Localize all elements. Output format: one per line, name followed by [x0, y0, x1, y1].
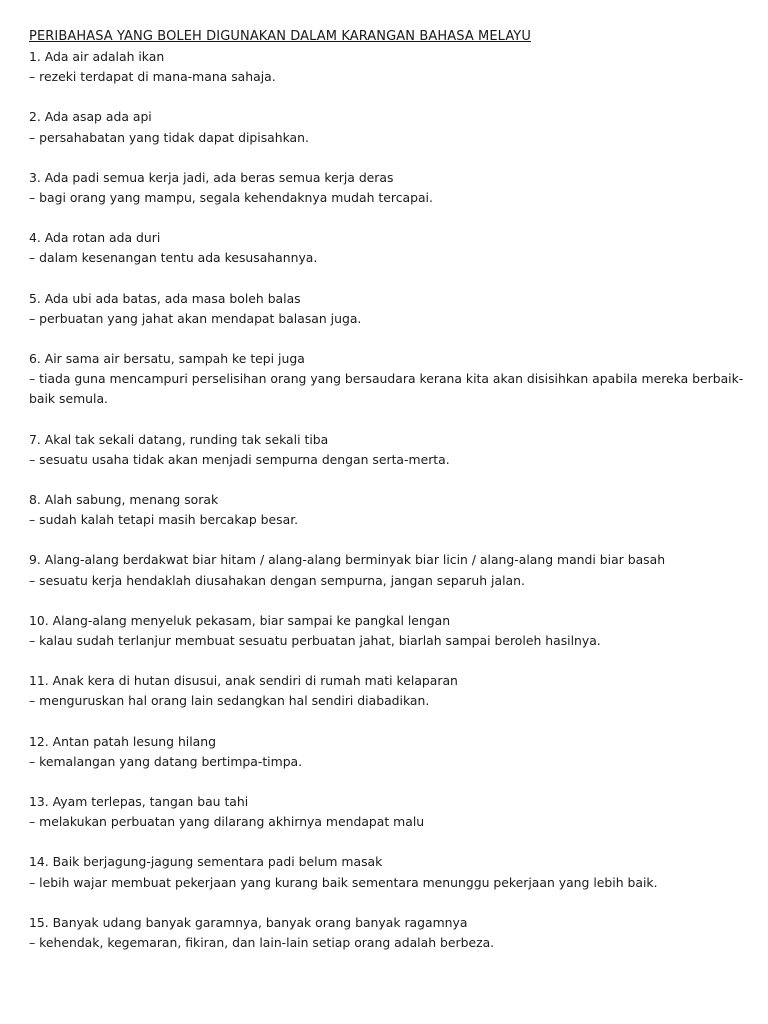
- proverb-entry: [29, 550, 749, 590]
- proverb-entry: [29, 430, 749, 470]
- proverb-meaning: – perbuatan yang jahat akan mendapat balasan juga.: [29, 310, 362, 326]
- proverb-text: 9. Alang-alang berdakwat biar hitam / alang-alang berminyak biar licin / alang-alang mandi biar basah: [29, 552, 666, 568]
- proverb-entry: [29, 913, 749, 953]
- proverb-meaning: – sesuatu usaha tidak akan menjadi sempurna dengan serta-merta.: [29, 451, 450, 467]
- proverb-meaning: – bagi orang yang mampu, segala kehendaknya mudah tercapai.: [29, 190, 433, 206]
- proverb-text: 2. Ada asap ada api: [29, 109, 152, 125]
- document-title: PERIBAHASA YANG BOLEH DIGUNAKAN DALAM KARANGAN BAHASA MELAYU: [29, 29, 531, 44]
- proverb-meaning: – dalam kesenangan tentu ada kesusahannya.: [29, 250, 318, 266]
- proverb-meaning: – melakukan perbuatan yang dilarang akhirnya mendapat malu: [29, 814, 425, 830]
- proverb-meaning: – persahabatan yang tidak dapat dipisahkan.: [29, 129, 309, 145]
- proverb-text: 7. Akal tak sekali datang, runding tak sekali tiba: [29, 431, 329, 447]
- proverb-meaning: – kemalangan yang datang bertimpa-timpa.: [29, 753, 303, 769]
- proverb-text: 4. Ada rotan ada duri: [29, 230, 161, 246]
- proverb-meaning: – sesuatu kerja hendaklah diusahakan dengan sempurna, jangan separuh jalan.: [29, 572, 525, 588]
- proverb-entry: [29, 732, 749, 772]
- proverb-entry: [29, 611, 749, 651]
- proverb-entry: [29, 47, 749, 87]
- proverb-meaning: – kalau sudah terlanjur membuat sesuatu perbuatan jahat, biarlah sampai beroleh hasilnya.: [29, 633, 601, 649]
- proverb-entry: [29, 852, 749, 892]
- proverb-text: 5. Ada ubi ada batas, ada masa boleh balas: [29, 290, 301, 306]
- proverb-text: 6. Air sama air bersatu, sampah ke tepi juga: [29, 351, 305, 367]
- document-page: [29, 27, 749, 973]
- proverb-entry: [29, 349, 749, 410]
- proverb-entry: [29, 289, 749, 329]
- proverb-meaning: – sudah kalah tetapi masih bercakap besar.: [29, 512, 299, 528]
- proverb-entry: [29, 107, 749, 147]
- proverb-text: 11. Anak kera di hutan disusui, anak sendiri di rumah mati kelaparan: [29, 673, 458, 689]
- proverb-entry: [29, 671, 749, 711]
- proverb-meaning: – menguruskan hal orang lain sedangkan hal sendiri diabadikan.: [29, 693, 430, 709]
- proverb-text: 10. Alang-alang menyeluk pekasam, biar sampai ke pangkal lengan: [29, 612, 451, 628]
- proverb-list: [29, 47, 749, 953]
- proverb-text: 14. Baik berjagung-jagung sementara padi belum masak: [29, 854, 383, 870]
- proverb-text: 1. Ada air adalah ikan: [29, 49, 165, 64]
- proverb-text: 8. Alah sabung, menang sorak: [29, 492, 219, 508]
- proverb-meaning: – kehendak, kegemaran, fikiran, dan lain-lain setiap orang adalah berbeza.: [29, 935, 495, 951]
- proverb-text: 12. Antan patah lesung hilang: [29, 733, 216, 749]
- proverb-meaning: – lebih wajar membuat pekerjaan yang kurang baik sementara menunggu pekerjaan yang lebih baik.: [29, 874, 658, 890]
- proverb-text: 15. Banyak udang banyak garamnya, banyak orang banyak ragamnya: [29, 914, 468, 930]
- proverb-text: 13. Ayam terlepas, tangan bau tahi: [29, 794, 249, 810]
- proverb-entry: [29, 490, 749, 530]
- proverb-entry: [29, 792, 749, 832]
- proverb-text: 3. Ada padi semua kerja jadi, ada beras semua kerja deras: [29, 169, 394, 185]
- proverb-meaning: – rezeki terdapat di mana-mana sahaja.: [29, 69, 276, 85]
- proverb-entry: [29, 168, 749, 208]
- proverb-meaning: – tiada guna mencampuri perselisihan orang yang bersaudara kerana kita akan disisihkan apabila mereka berbaik-baik semula.: [29, 371, 744, 407]
- proverb-entry: [29, 228, 749, 268]
